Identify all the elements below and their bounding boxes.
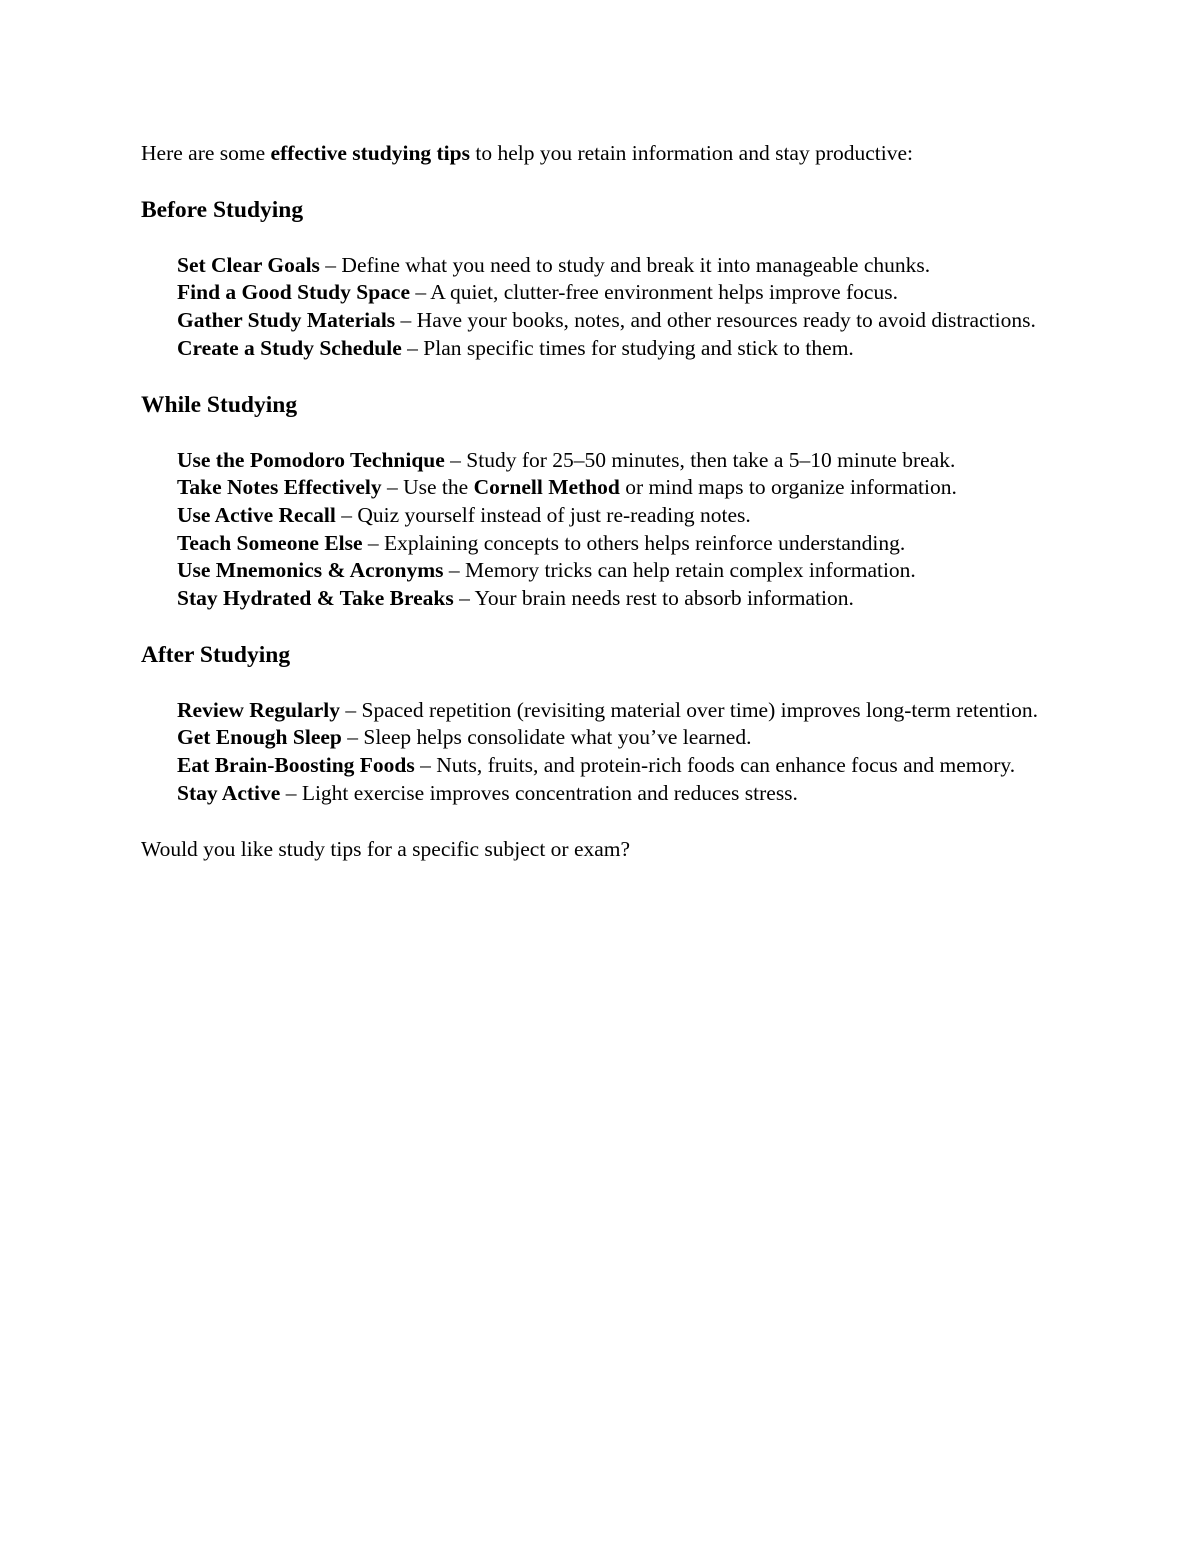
while-studying-list: [141, 447, 1041, 613]
item-term: Review Regularly: [177, 697, 341, 722]
item-term: Use the Pomodoro Technique: [177, 447, 445, 472]
intro-paragraph: [141, 140, 1041, 168]
list-item: [141, 252, 1041, 280]
list-item: [141, 557, 1041, 585]
item-text: – Spaced repetition (revisiting material over time) improves long-term retention.: [340, 697, 1038, 722]
list-item: [141, 279, 1041, 307]
item-term: Use Active Recall: [177, 502, 336, 527]
list-item: [141, 502, 1041, 530]
item-text: – Define what you need to study and break it into manageable chunks.: [319, 252, 931, 277]
before-studying-list: [141, 252, 1041, 363]
item-term: Stay Active: [177, 780, 281, 805]
after-studying-list: [141, 697, 1041, 808]
item-text: – Study for 25–50 minutes, then take a 5–10 minute break.: [444, 447, 956, 472]
item-text: – Nuts, fruits, and protein-rich foods can enhance focus and memory.: [414, 753, 1016, 778]
intro-text-before: Here are some: [141, 141, 271, 165]
list-item: [141, 697, 1041, 725]
item-term: Create a Study Schedule: [177, 335, 402, 360]
document-body: [141, 140, 1041, 863]
section-heading-after-studying: After Studying: [141, 641, 291, 668]
item-text: – Plan specific times for studying and stick to them.: [401, 335, 854, 360]
list-item: [141, 724, 1041, 752]
item-term: Find a Good Study Space: [177, 280, 410, 305]
item-term: Eat Brain-Boosting Foods: [177, 753, 415, 778]
item-term: Teach Someone Else: [177, 530, 363, 555]
section-heading-while-studying: While Studying: [141, 391, 298, 418]
item-term: Set Clear Goals: [177, 252, 320, 277]
section-heading-before-studying: Before Studying: [141, 196, 304, 223]
item-text: – Use the: [381, 475, 474, 500]
item-text: – Sleep helps consolidate what you’ve learned.: [341, 725, 752, 750]
item-text: – Your brain needs rest to absorb information.: [453, 586, 854, 611]
list-item: [141, 780, 1041, 808]
item-text: – Light exercise improves concentration and reduces stress.: [280, 780, 798, 805]
item-term: Use Mnemonics & Acronyms: [177, 558, 444, 583]
item-text: or mind maps to organize information.: [619, 475, 957, 500]
list-item: [141, 585, 1041, 613]
closing-question: Would you like study tips for a specific subject or exam?: [141, 836, 631, 861]
item-term: Stay Hydrated & Take Breaks: [177, 586, 454, 611]
item-term: Gather Study Materials: [177, 308, 396, 333]
item-text: – Memory tricks can help retain complex information.: [443, 558, 916, 583]
list-item: [141, 335, 1041, 363]
item-text: – Have your books, notes, and other resources ready to avoid distractions.: [395, 308, 1036, 333]
item-term: Take Notes Effectively: [177, 475, 382, 500]
list-item: [141, 752, 1041, 780]
list-item: [141, 307, 1041, 335]
item-text: – Quiz yourself instead of just re-reading notes.: [335, 502, 751, 527]
item-text: – Explaining concepts to others helps reinforce understanding.: [362, 530, 906, 555]
list-item: [141, 530, 1041, 558]
list-item: [141, 447, 1041, 475]
item-term: Get Enough Sleep: [177, 725, 342, 750]
list-item: [141, 474, 1041, 502]
item-bold-phrase: Cornell Method: [473, 475, 620, 500]
intro-bold-phrase: effective studying tips: [270, 141, 470, 165]
item-text: – A quiet, clutter-free environment helps improve focus.: [409, 280, 898, 305]
intro-text-after: to help you retain information and stay productive:: [469, 141, 914, 165]
